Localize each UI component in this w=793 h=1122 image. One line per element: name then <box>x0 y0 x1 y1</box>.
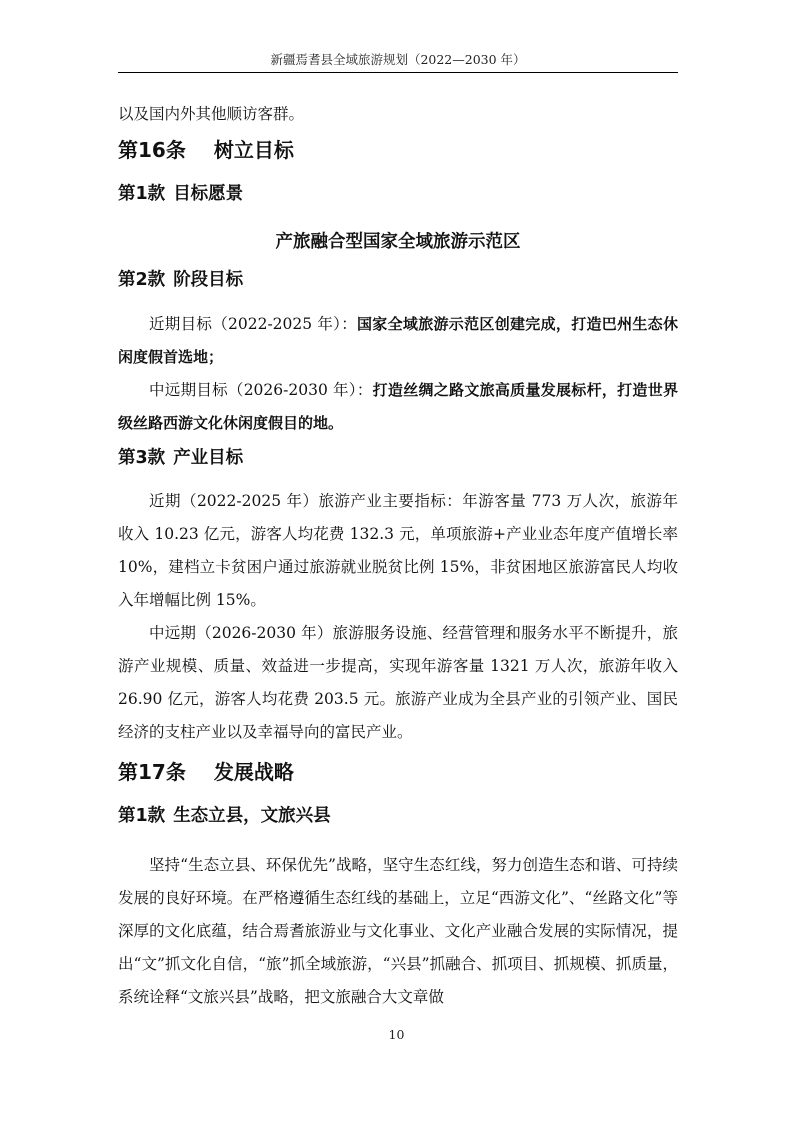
clause-number: 第1款 <box>118 806 166 826</box>
clause-heading-industry-goals <box>118 445 678 471</box>
article-16-number: 第16条 <box>118 138 186 162</box>
header-rule <box>118 72 678 73</box>
article-16-heading <box>118 135 678 165</box>
page-body <box>118 98 678 1014</box>
clause-heading-stage-goals <box>118 267 678 293</box>
clause-title: 阶段目标 <box>173 270 244 290</box>
clause-title: 产业目标 <box>173 448 244 468</box>
clause-title: 目标愿景 <box>173 184 244 204</box>
intro-line: 以及国内外其他顺访客群。 <box>118 105 305 123</box>
industry-goal-mid-long-term: 中远期（2026-2030 年）旅游服务设施、经营管理和服务水平不断提升，旅游产业规模、质量、效益进一步提高，实现年游客量 1321 万人次，旅游年收入 26.90 亿元，游客人均花费 203.5 元。旅游产业成为全县产业的引领产业、国民经济的支柱产业以及幸福导向的富民产业。 <box>118 624 678 741</box>
strategy-paragraph: 坚持“生态立县、环保优先”战略，坚守生态红线，努力创造生态和谐、可持续发展的良好环境。在严格遵循生态红线的基础上，立足“西游文化”、“丝路文化”等深厚的文化底蕴，结合焉耆旅游业与文化事业、文化产业融合发展的实际情况，提出“文”抓文化自信，“旅”抓全域旅游，“兴县”抓融合、抓项目、抓规模、抓质量，系统诠释“文旅兴县”战略，把文旅融合大文章做 <box>118 856 678 1006</box>
mid-long-term-text: 打造丝绸之路文旅高质量发展标杆，打造世界级丝路西游文化休闲度假目的地。 <box>118 381 678 432</box>
clause-heading-strategy <box>118 803 678 829</box>
article-16-title: 树立目标 <box>213 138 294 162</box>
mid-long-term-goal <box>118 374 678 440</box>
clause-number: 第3款 <box>118 448 166 468</box>
article-17-title: 发展战略 <box>213 760 294 784</box>
mid-long-term-label: 中远期目标（2026-2030 年）： <box>149 381 373 399</box>
article-17-number: 第17条 <box>118 760 186 784</box>
clause-title: 生态立县，文旅兴县 <box>173 806 331 826</box>
page-header: 新疆焉耆县全域旅游规划（2022—2030 年） <box>270 52 526 67</box>
clause-number: 第2款 <box>118 270 166 290</box>
near-term-label: 近期目标（2022-2025 年）： <box>149 315 357 333</box>
article-17-heading <box>118 757 678 787</box>
near-term-goal <box>118 308 678 374</box>
industry-goal-near-term: 近期（2022-2025 年）旅游产业主要指标：年游客量 773 万人次，旅游年收入 10.23 亿元，游客人均花费 132.3 元，单项旅游+产业业态年度产值增长率 10%，建档立卡贫困户通过旅游就业脱贫比例 15%，非贫困地区旅游富民人均收入年增幅比例 15%。 <box>118 492 678 609</box>
clause-number: 第1款 <box>118 184 166 204</box>
page-number: 10 <box>388 1027 405 1042</box>
near-term-text: 国家全域旅游示范区创建完成，打造巴州生态休闲度假首选地； <box>118 315 678 366</box>
vision-statement: 产旅融合型国家全域旅游示范区 <box>275 232 521 252</box>
clause-heading-goal-vision <box>118 181 678 207</box>
